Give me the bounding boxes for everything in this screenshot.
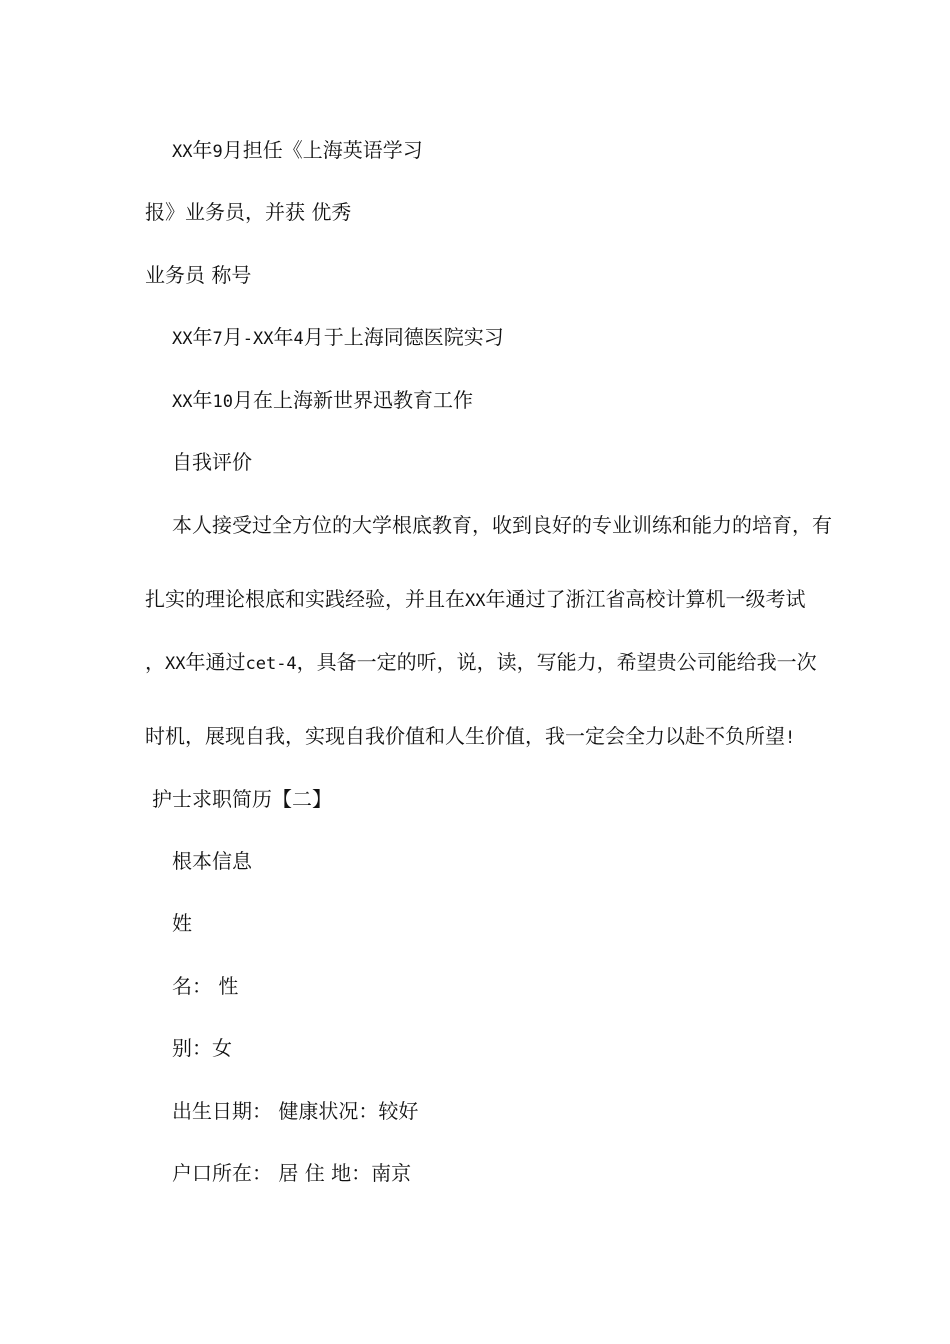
text-segment: cet-4 — [245, 654, 297, 674]
text-segment: XX — [172, 392, 193, 412]
text-segment: 自我评价 — [172, 450, 252, 474]
paragraph-line-2 — [145, 586, 805, 612]
text-segment: 月担任《上海英语学习 — [222, 138, 423, 162]
text-segment: 出生日期： 健康状况：较好 — [172, 1099, 419, 1123]
field-line-name-2 — [172, 973, 238, 999]
field-line-gender — [172, 1035, 232, 1061]
text-segment: 月 — [222, 325, 243, 349]
text-segment: 时机，展现自我，实现自我价值和人生价值，我一定会全力以赴不负所望 — [145, 724, 785, 748]
text-segment: 年 — [192, 138, 213, 162]
text-segment: 别：女 — [172, 1036, 232, 1060]
section-heading-basic-info — [172, 848, 252, 874]
section-heading-self-evaluation — [172, 449, 252, 475]
text-segment: 月在上海新世界迅教育工作 — [232, 388, 473, 412]
paragraph-line-1 — [172, 512, 832, 538]
text-segment: ，具备一定的听，说，读，写能力，希望贵公司能给我一次 — [296, 650, 817, 674]
text-segment: 姓 — [172, 911, 192, 935]
text-segment: 扎实的理论根底和实践经验，并且在 — [145, 587, 465, 611]
text-segment: 年通过 — [185, 650, 246, 674]
text-segment: 年 — [192, 388, 213, 412]
text-segment: 报》业务员，并获 优秀 — [145, 200, 352, 224]
field-line-residence — [172, 1160, 411, 1186]
paragraph-line-4 — [145, 723, 795, 749]
text-segment: XX — [465, 591, 486, 611]
text-segment: 10 — [212, 392, 233, 412]
text-line-work-1-cont — [145, 199, 351, 225]
text-line-work-2 — [172, 324, 504, 350]
text-segment: 年通过了浙江省高校计算机一级考试 — [485, 587, 806, 611]
text-segment: XX — [172, 329, 193, 349]
paragraph-line-3 — [145, 649, 817, 675]
text-segment: 年 — [192, 325, 213, 349]
text-segment: 业务员 称号 — [145, 263, 252, 287]
text-segment: 本人接受过全方位的大学根底教育，收到良好的专业训练和能力的培育，有 — [172, 513, 832, 537]
text-segment: 户口所在： 居 住 地：南京 — [172, 1161, 412, 1185]
field-line-name-1 — [172, 910, 192, 936]
text-segment: 年 — [273, 325, 294, 349]
text-line-work-1-cont2 — [145, 262, 251, 288]
text-segment: 4 — [293, 329, 304, 349]
text-segment: 根本信息 — [172, 849, 252, 873]
text-segment: 名： 性 — [172, 974, 239, 998]
text-segment: 7 — [212, 329, 223, 349]
text-segment: -XX — [242, 329, 274, 349]
text-line-work-1 — [172, 137, 423, 163]
text-segment: XX — [165, 654, 186, 674]
text-segment: ， — [145, 650, 165, 674]
section-heading-resume-two — [152, 786, 332, 812]
field-line-birth-health — [172, 1098, 418, 1124]
text-segment: 护士求职简历【二】 — [152, 787, 332, 811]
text-segment: ! — [785, 728, 796, 748]
text-segment: 9 — [212, 142, 223, 162]
text-segment: 月于上海同德医院实习 — [303, 325, 504, 349]
text-line-work-3 — [172, 387, 473, 413]
text-segment: XX — [172, 142, 193, 162]
